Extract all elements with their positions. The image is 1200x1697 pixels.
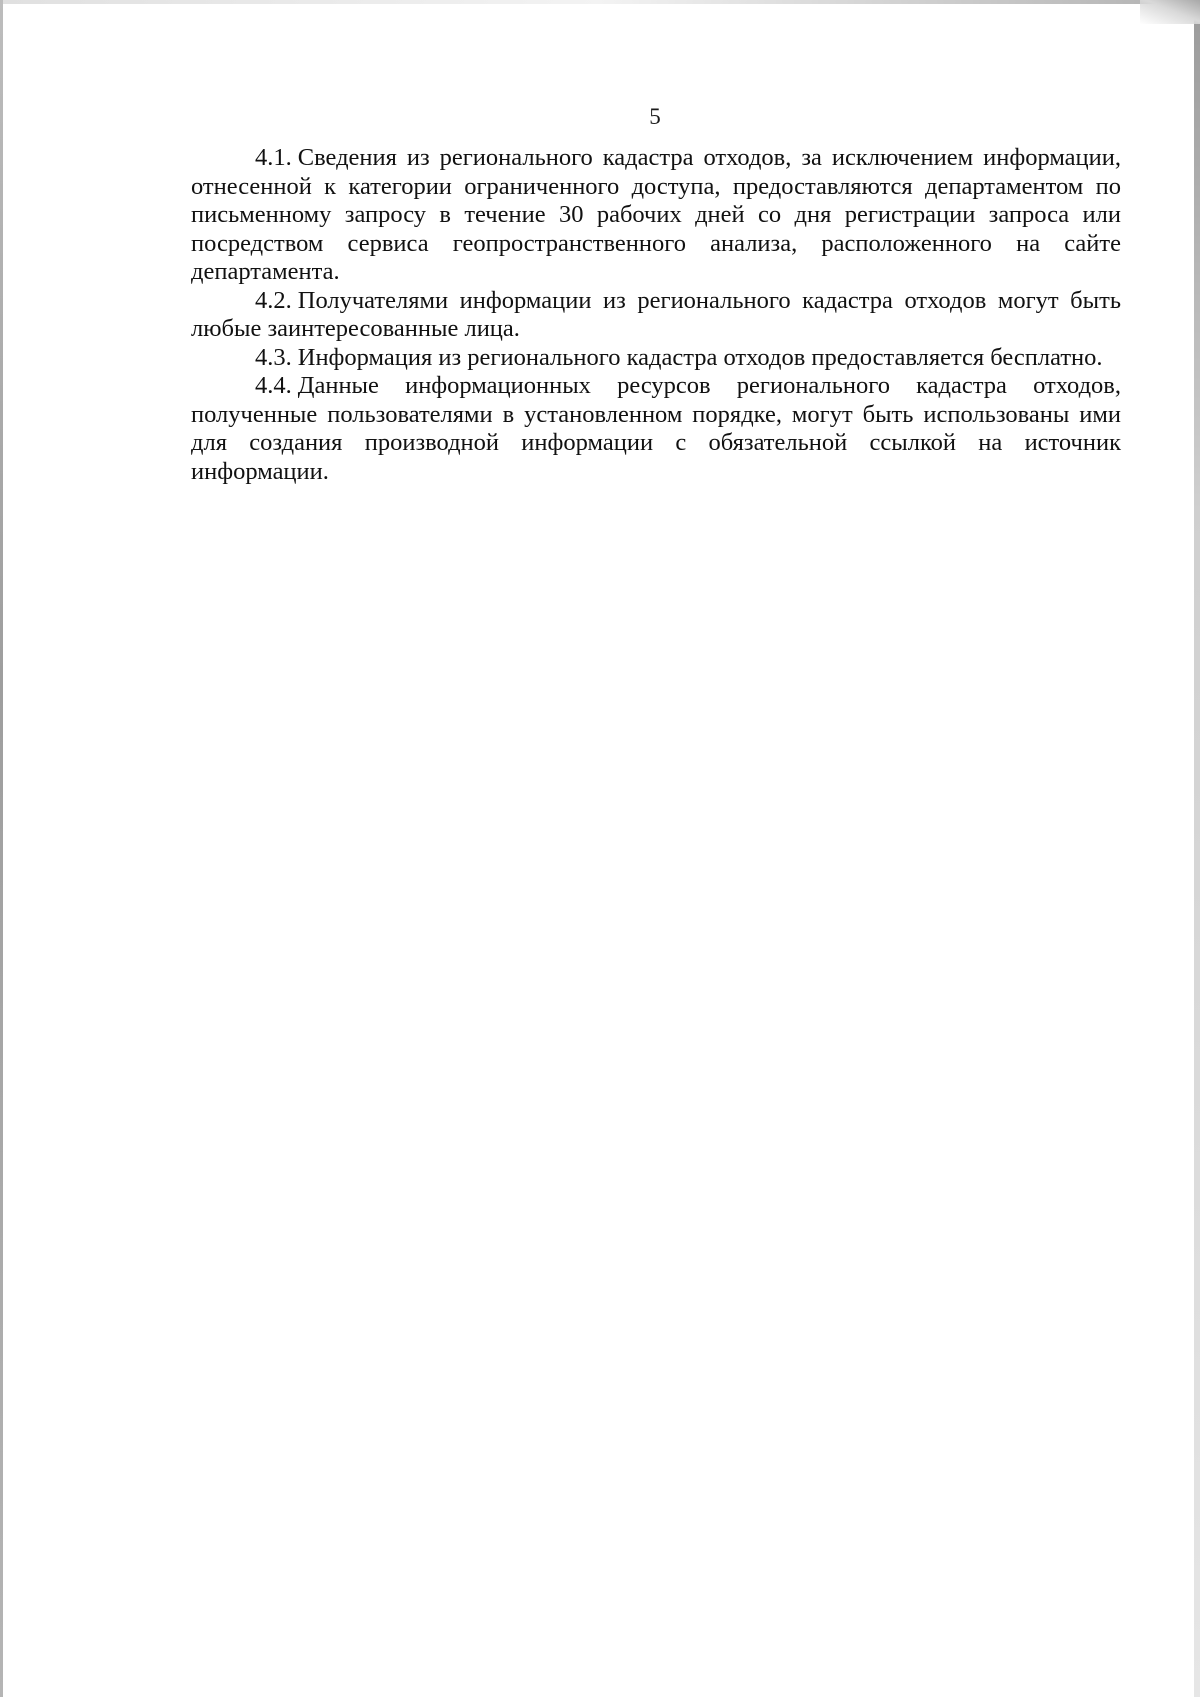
paragraph-number: 4.4. bbox=[255, 372, 292, 399]
paragraph-text: Сведения из регионального кадастра отходов, за исключением информации, отнесенной к категории ограниченного доступа, предоставляются департаментом по письменному запросу в течение 30 рабочих дней со дня регистрации запроса или посредством сервиса геопространственного анализа, расположенного на сайте департамента. bbox=[191, 144, 1121, 285]
paragraph-number: 4.1. bbox=[255, 144, 292, 171]
paragraph-text: Данные информационных ресурсов регионального кадастра отходов, полученные пользователями в установленном порядке, могут быть использованы ими для создания производной информации с обязательной ссылкой на источник информации. bbox=[191, 372, 1121, 485]
document-body bbox=[191, 144, 1121, 486]
paragraph-number: 4.2. bbox=[255, 286, 292, 314]
paragraph-number: 4.3. bbox=[255, 343, 292, 371]
scan-edge-top bbox=[0, 0, 1200, 4]
page-number: 5 bbox=[649, 104, 661, 129]
paragraph-4-1 bbox=[191, 144, 1121, 287]
paragraph-4-2 bbox=[191, 287, 1121, 344]
paragraph-text: Информация из регионального кадастра отходов предоставляется бесплатно. bbox=[297, 343, 1103, 371]
scan-edge-right bbox=[1194, 0, 1200, 1697]
paragraph-4-4 bbox=[191, 372, 1121, 486]
paragraph-4-3 bbox=[191, 344, 1121, 373]
paragraph-text: Получателями информации из регионального кадастра отходов могут быть любые заинтересованные лица. bbox=[191, 286, 1121, 342]
scan-corner-shadow bbox=[1140, 0, 1200, 24]
scan-edge-left bbox=[0, 0, 3, 1697]
